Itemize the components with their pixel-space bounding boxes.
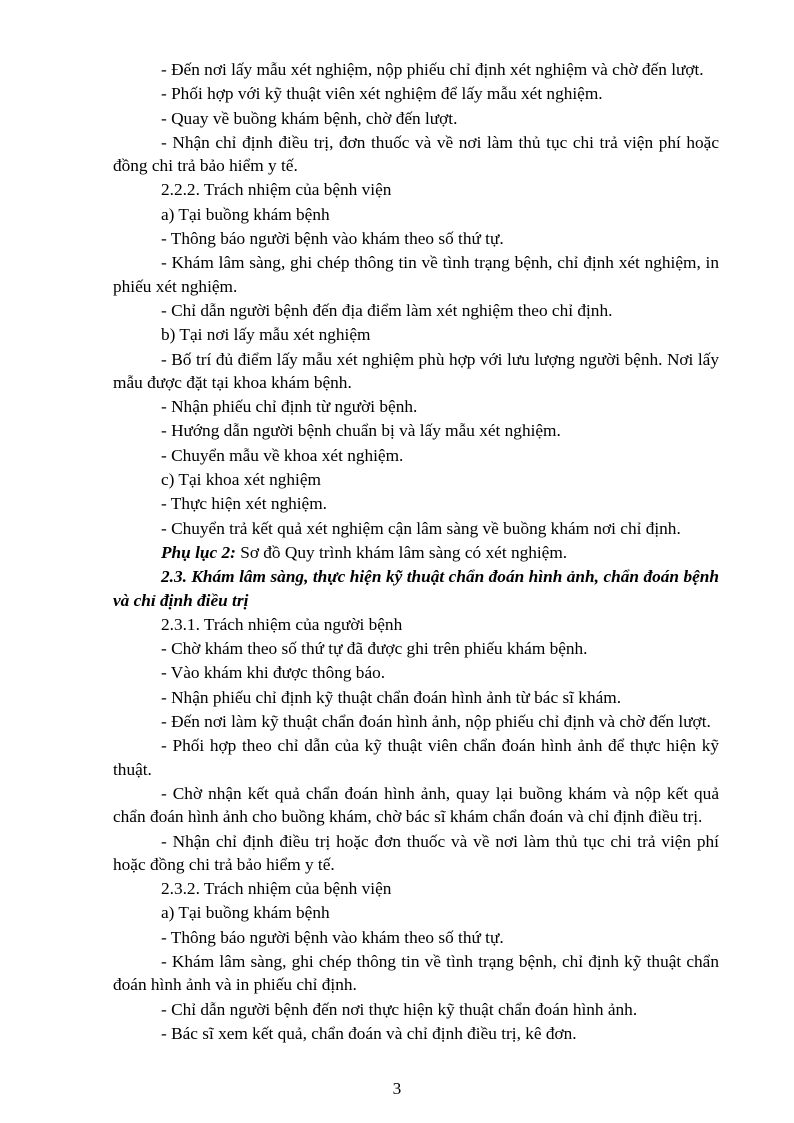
subsection-heading: 2.2.2. Trách nhiệm của bệnh viện	[161, 180, 392, 200]
paragraph: - Khám lâm sàng, ghi chép thông tin về tình trạng bệnh, chỉ định kỹ thuật chẩn đoán hình ảnh và in phiếu chỉ định.	[113, 951, 719, 995]
paragraph: - Bố trí đủ điểm lấy mẫu xét nghiệm phù hợp với lưu lượng người bệnh. Nơi lấy mẫu được đặt tại khoa khám bệnh.	[113, 349, 719, 392]
paragraph: - Chờ khám theo số thứ tự đã được ghi trên phiếu khám bệnh.	[161, 639, 588, 659]
paragraph: - Nhận phiếu chỉ định kỹ thuật chẩn đoán hình ảnh từ bác sĩ khám.	[161, 687, 622, 707]
paragraph: - Hướng dẫn người bệnh chuẩn bị và lấy mẫu xét nghiệm.	[161, 421, 561, 441]
paragraph: - Khám lâm sàng, ghi chép thông tin về tình trạng bệnh, chỉ định xét nghiệm, in phiếu xét nghiệm.	[113, 253, 719, 296]
list-heading: a) Tại buồng khám bệnh	[161, 903, 330, 923]
paragraph: - Nhận phiếu chỉ định từ người bệnh.	[161, 397, 418, 417]
paragraph: - Phối hợp theo chỉ dẫn của kỹ thuật viên chẩn đoán hình ảnh để thực hiện kỹ thuật.	[113, 736, 719, 779]
page-number: 3	[392, 1079, 402, 1098]
paragraph: - Thực hiện xét nghiệm.	[161, 494, 327, 514]
section-heading: 2.3. Khám lâm sàng, thực hiện kỹ thuật chẩn đoán hình ảnh, chẩn đoán bệnh và chỉ định điều trị	[113, 567, 719, 610]
paragraph: - Phối hợp với kỹ thuật viên xét nghiệm để lấy mẫu xét nghiệm.	[161, 84, 603, 104]
appendix-label: Phụ lục 2:	[161, 542, 236, 562]
paragraph: - Nhận chỉ định điều trị hoặc đơn thuốc và về nơi làm thủ tục chi trả viện phí hoặc đồng chi trả bảo hiểm y tế.	[113, 831, 719, 874]
appendix-reference	[113, 541, 719, 564]
appendix-text: Sơ đồ Quy trình khám lâm sàng có xét nghiệm.	[235, 542, 568, 562]
list-heading: b) Tại nơi lấy mẫu xét nghiệm	[161, 325, 371, 345]
paragraph: - Đến nơi làm kỹ thuật chẩn đoán hình ảnh, nộp phiếu chỉ định và chờ đến lượt.	[161, 712, 711, 732]
list-heading: c) Tại khoa xét nghiệm	[161, 470, 321, 490]
paragraph: - Vào khám khi được thông báo.	[161, 663, 386, 683]
list-heading: a) Tại buồng khám bệnh	[161, 204, 330, 224]
paragraph: - Thông báo người bệnh vào khám theo số thứ tự.	[161, 927, 504, 947]
paragraph: - Quay về buồng khám bệnh, chờ đến lượt.	[161, 108, 458, 128]
paragraph: - Chờ nhận kết quả chẩn đoán hình ảnh, quay lại buồng khám và nộp kết quả chẩn đoán hình ảnh cho buồng khám, chờ bác sĩ khám chẩn đoán và chỉ định điều trị.	[113, 783, 719, 827]
paragraph: - Chỉ dẫn người bệnh đến địa điểm làm xét nghiệm theo chỉ định.	[161, 300, 613, 320]
paragraph: - Thông báo người bệnh vào khám theo số thứ tự.	[161, 229, 504, 249]
document-body	[113, 58, 719, 1045]
paragraph: - Bác sĩ xem kết quả, chẩn đoán và chỉ định điều trị, kê đơn.	[161, 1023, 577, 1043]
paragraph: - Chuyển trả kết quả xét nghiệm cận lâm sàng về buồng khám nơi chỉ định.	[161, 518, 681, 538]
paragraph: - Đến nơi lấy mẫu xét nghiệm, nộp phiếu chỉ định xét nghiệm và chờ đến lượt.	[161, 60, 704, 79]
paragraph: - Chỉ dẫn người bệnh đến nơi thực hiện kỹ thuật chẩn đoán hình ảnh.	[161, 999, 638, 1019]
subsection-heading: 2.3.1. Trách nhiệm của người bệnh	[161, 614, 403, 634]
subsection-heading: 2.3.2. Trách nhiệm của bệnh viện	[161, 879, 392, 899]
paragraph: - Nhận chỉ định điều trị, đơn thuốc và về nơi làm thủ tục chi trả viện phí hoặc đồng chi trả bảo hiểm y tế.	[113, 132, 719, 176]
paragraph: - Chuyển mẫu về khoa xét nghiệm.	[161, 445, 404, 465]
